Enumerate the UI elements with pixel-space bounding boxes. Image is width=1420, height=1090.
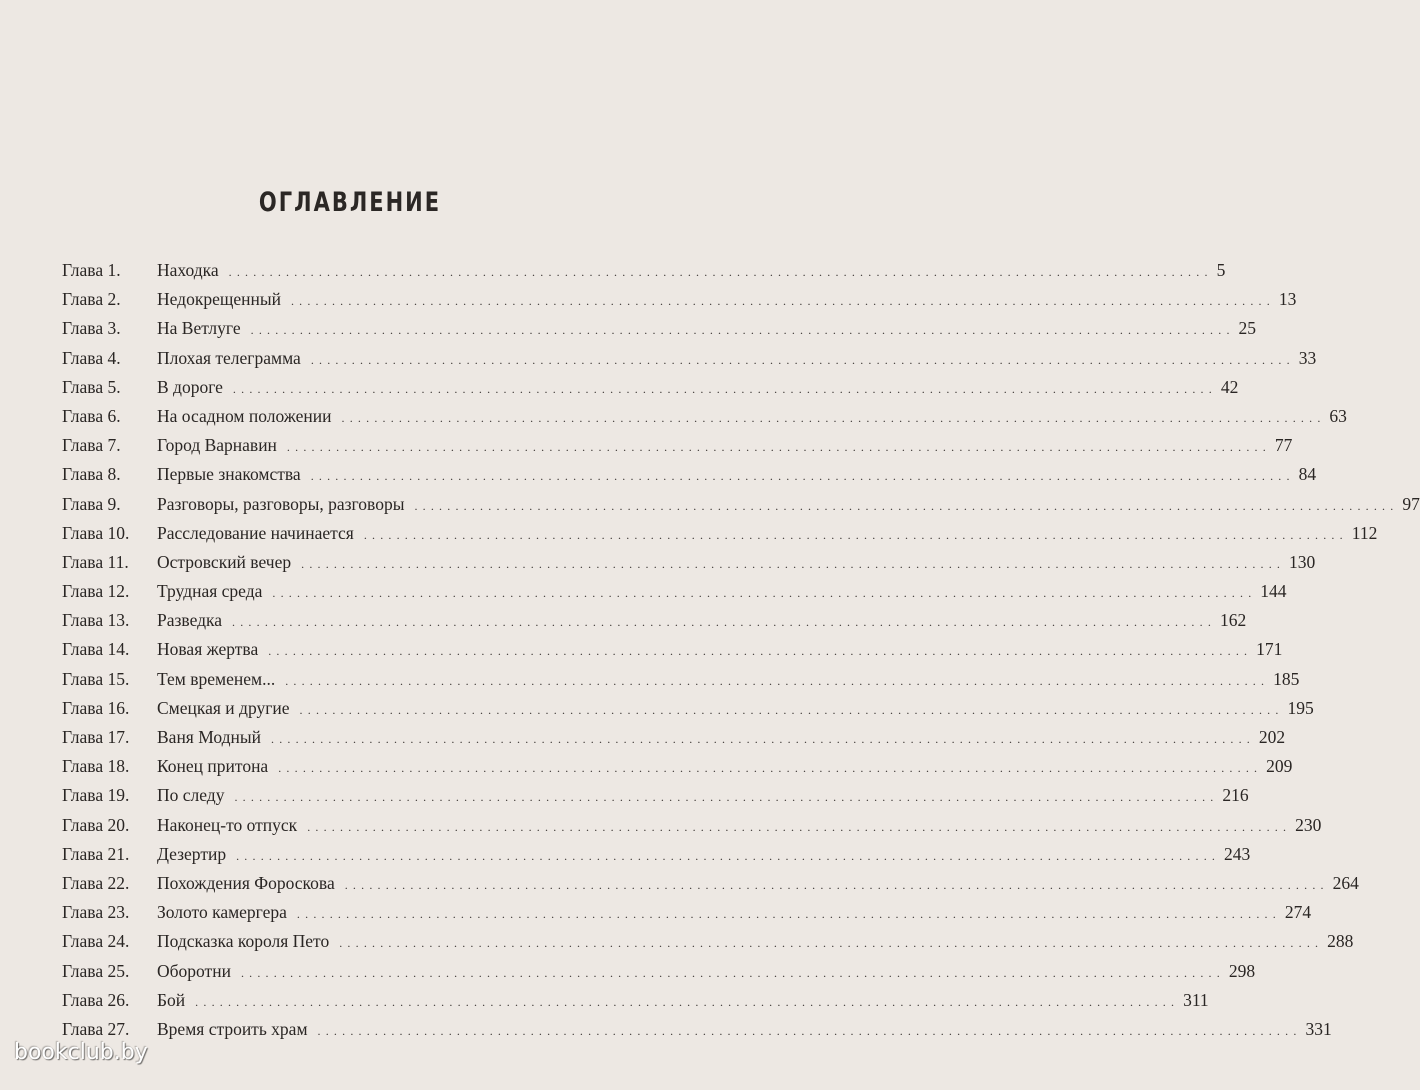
page-number: 311 (1183, 989, 1209, 1010)
dot-leader: . . . . . . . . . . . . . . . . . . . . . . . . . . . . . . . . . . . . . . . . . . . . . . . . . . . . . . . . . . . . . . . . . . . . . . . . . . . . . . . . . . . . . . . . . . . . . . . . . . . . . . . . . . . . . . . . . . . . . . . . (290, 294, 1271, 309)
chapter-title: Смецкая и другие (157, 697, 290, 718)
dot-leader: . . . . . . . . . . . . . . . . . . . . . . . . . . . . . . . . . . . . . . . . . . . . . . . . . . . . . . . . . . . . . . . . . . . . . . . . . . . . . . . . . . . . . . . . . . . . . . . . . . . . . . . . . . . . . . . . . . . . . . . . (268, 644, 1249, 659)
watermark: bookclub.by (14, 1040, 148, 1065)
toc-entry (62, 781, 1249, 810)
toc-entry (62, 927, 1354, 956)
toc-entry (62, 1015, 1332, 1044)
dot-leader: . . . . . . . . . . . . . . . . . . . . . . . . . . . . . . . . . . . . . . . . . . . . . . . . . . . . . . . . . . . . . . . . . . . . . . . . . . . . . . . . . . . . . . . . . . . . . . . . . . . . . . . . . . . . . . . . . . . . . . . . (234, 790, 1215, 805)
toc-entry (62, 577, 1287, 606)
page-number: 195 (1287, 697, 1314, 718)
chapter-title: Время строить храм (157, 1018, 308, 1039)
chapter-title: Дезертир (157, 843, 227, 864)
toc-entry (62, 490, 1420, 519)
chapter-title: Конец притона (157, 756, 269, 777)
chapter-number: Глава 6. (62, 405, 121, 426)
chapter-title: Золото камергера (157, 902, 287, 923)
dot-leader: . . . . . . . . . . . . . . . . . . . . . . . . . . . . . . . . . . . . . . . . . . . . . . . . . . . . . . . . . . . . . . . . . . . . . . . . . . . . . . . . . . . . . . . . . . . . . . . . . . . . . . . . . . . . . . . . . . . . . . . . (310, 352, 1291, 367)
toc-entry (62, 285, 1297, 314)
page-number: 216 (1222, 785, 1249, 806)
toc-entry (62, 694, 1314, 723)
toc-entry (62, 723, 1286, 752)
chapter-number: Глава 21. (62, 843, 130, 864)
chapter-number: Глава 11. (62, 551, 129, 572)
toc-entry (62, 431, 1293, 460)
dot-leader: . . . . . . . . . . . . . . . . . . . . . . . . . . . . . . . . . . . . . . . . . . . . . . . . . . . . . . . . . . . . . . . . . . . . . . . . . . . . . . . . . . . . . . . . . . . . . . . . . . . . . . . . . . . . . . . . . . . . . . . . (301, 556, 1282, 571)
dot-leader: . . . . . . . . . . . . . . . . . . . . . . . . . . . . . . . . . . . . . . . . . . . . . . . . . . . . . . . . . . . . . . . . . . . . . . . . . . . . . . . . . . . . . . . . . . . . . . . . . . . . . . . . . . . . . . . . . . . . . . . . (296, 907, 1277, 922)
chapter-number: Глава 17. (62, 727, 130, 747)
page-number: 230 (1295, 814, 1322, 835)
toc-entry (62, 606, 1247, 635)
page-number: 185 (1273, 668, 1300, 689)
chapter-title: Похождения Фороскова (157, 872, 335, 893)
page-number: 25 (1238, 318, 1257, 339)
chapter-title: В дороге (157, 376, 223, 397)
chapter-number: Глава 5. (62, 376, 121, 397)
dot-leader: . . . . . . . . . . . . . . . . . . . . . . . . . . . . . . . . . . . . . . . . . . . . . . . . . . . . . . . . . . . . . . . . . . . . . . . . . . . . . . . . . . . . . . . . . . . . . . . . . . . . . . . . . . . . . . . . . . . . . . . . (232, 615, 1212, 630)
page-number: 84 (1298, 464, 1317, 485)
chapter-number: Глава 8. (62, 464, 121, 485)
chapter-number: Глава 20. (62, 814, 130, 835)
chapter-title: Оборотни (157, 960, 231, 981)
chapter-number: Глава 16. (62, 697, 130, 718)
chapter-title: Первые знакомства (157, 464, 301, 485)
chapter-title: Подсказка короля Пето (157, 931, 330, 952)
chapter-number: Глава 4. (62, 347, 121, 368)
toc-entry (62, 986, 1209, 1015)
dot-leader: . . . . . . . . . . . . . . . . . . . . . . . . . . . . . . . . . . . . . . . . . . . . . . . . . . . . . . . . . . . . . . . . . . . . . . . . . . . . . . . . . . . . . . . . . . . . . . . . . . . . . . . . . . . . . . . . . . . . . . . . (232, 381, 1213, 396)
dot-leader: . . . . . . . . . . . . . . . . . . . . . . . . . . . . . . . . . . . . . . . . . . . . . . . . . . . . . . . . . . . . . . . . . . . . . . . . . . . . . . . . . . . . . . . . . . . . . . . . . . . . . . . . . . . . . . . . . . . . . . . . (307, 819, 1288, 834)
dot-leader: . . . . . . . . . . . . . . . . . . . . . . . . . . . . . . . . . . . . . . . . . . . . . . . . . . . . . . . . . . . . . . . . . . . . . . . . . . . . . . . . . . . . . . . . . . . . . . . . . . . . . . . . . . . . . . . . . . . . . . . . (236, 848, 1217, 863)
toc-entry (62, 869, 1359, 898)
chapter-title: Ваня Модный (157, 727, 261, 747)
chapter-number: Глава 13. (62, 610, 130, 631)
chapter-title: Тем временем... (157, 668, 276, 689)
chapter-number: Глава 3. (62, 318, 121, 339)
page-number: 33 (1298, 347, 1317, 368)
toc-entry (62, 548, 1316, 577)
dot-leader: . . . . . . . . . . . . . . . . . . . . . . . . . . . . . . . . . . . . . . . . . . . . . . . . . . . . . . . . . . . . . . . . . . . . . . . . . . . . . . . . . . . . . . . . . . . . . . . . . . . . . . . . . . . . . . . . . . . . . . . . (299, 702, 1280, 717)
chapter-number: Глава 2. (62, 289, 121, 310)
page-number: 13 (1278, 289, 1297, 310)
dot-leader: . . . . . . . . . . . . . . . . . . . . . . . . . . . . . . . . . . . . . . . . . . . . . . . . . . . . . . . . . . . . . . . . . . . . . . . . . . . . . . . . . . . . . . . . . . . . . . . . . . . . . . . . . . . . . . . . . . . . . . . . (240, 965, 1221, 980)
dot-leader: . . . . . . . . . . . . . . . . . . . . . . . . . . . . . . . . . . . . . . . . . . . . . . . . . . . . . . . . . . . . . . . . . . . . . . . . . . . . . . . . . . . . . . . . . . . . . . . . . . . . . . . . . . . . . . . . . . . . . . . . (272, 586, 1253, 601)
chapter-number: Глава 23. (62, 902, 130, 923)
chapter-number: Глава 15. (62, 668, 130, 689)
chapter-title: Город Варнавин (157, 435, 277, 456)
toc-entry (62, 898, 1312, 927)
chapter-number: Глава 10. (62, 522, 130, 543)
chapter-title: Находка (157, 260, 219, 280)
toc-entry (62, 840, 1251, 869)
chapter-number: Глава 9. (62, 493, 121, 514)
chapter-title: Бой (157, 989, 186, 1010)
page-number: 162 (1219, 610, 1247, 631)
chapter-title: Плохая телеграмма (157, 347, 301, 368)
chapter-title: Новая жертва (157, 639, 259, 660)
page-number: 298 (1228, 960, 1256, 981)
dot-leader: . . . . . . . . . . . . . . . . . . . . . . . . . . . . . . . . . . . . . . . . . . . . . . . . . . . . . . . . . . . . . . . . . . . . . . . . . . . . . . . . . . . . . . . . . . . . . . . . . . . . . . . . . . . . . . . . . . . . . . . . (317, 1023, 1298, 1038)
page-number: 171 (1256, 639, 1283, 660)
dot-leader: . . . . . . . . . . . . . . . . . . . . . . . . . . . . . . . . . . . . . . . . . . . . . . . . . . . . . . . . . . . . . . . . . . . . . . . . . . . . . . . . . . . . . . . . . . . . . . . . . . . . . . . . . . . . . . . . . . . . . . . . (285, 673, 1266, 688)
chapter-number: Глава 19. (62, 785, 130, 806)
page-number: 112 (1351, 522, 1378, 543)
toc-entry (62, 635, 1283, 664)
chapter-number: Глава 27. (62, 1018, 130, 1039)
chapter-title: Трудная среда (157, 581, 263, 602)
dot-leader: . . . . . . . . . . . . . . . . . . . . . . . . . . . . . . . . . . . . . . . . . . . . . . . . . . . . . . . . . . . . . . . . . . . . . . . . . . . . . . . . . . . . . . . . . . . . . . . . . . . . . . . . . . . . . . . . . . . . . . . . (363, 527, 1344, 542)
chapter-title: По следу (157, 785, 225, 806)
page-number: 288 (1327, 931, 1354, 952)
chapter-title: Наконец-то отпуск (157, 814, 298, 835)
page-number: 5 (1216, 260, 1226, 280)
chapter-number: Глава 26. (62, 989, 130, 1010)
chapter-title: На Ветлуге (157, 318, 241, 339)
page-number: 202 (1258, 727, 1286, 747)
chapter-number: Глава 1. (62, 260, 121, 280)
toc-entry (62, 344, 1317, 373)
page-number: 331 (1305, 1018, 1332, 1039)
dot-leader: . . . . . . . . . . . . . . . . . . . . . . . . . . . . . . . . . . . . . . . . . . . . . . . . . . . . . . . . . . . . . . . . . . . . . . . . . . . . . . . . . . . . . . . . . . . . . . . . . . . . . . . . . . . . . . . . . . . . . . . . (195, 994, 1176, 1009)
toc-entry (62, 957, 1256, 986)
chapter-number: Глава 25. (62, 960, 130, 981)
chapter-title: Расследование начинается (157, 522, 354, 543)
page-number: 130 (1289, 551, 1316, 572)
chapter-number: Глава 22. (62, 872, 130, 893)
page-number: 209 (1266, 756, 1293, 777)
page-number: 274 (1284, 902, 1312, 923)
toc-entry (62, 752, 1293, 781)
chapter-number: Глава 12. (62, 581, 130, 602)
toc-entry (62, 373, 1239, 402)
toc-entry (62, 402, 1347, 431)
toc-entry (62, 811, 1322, 840)
page-title: ОГЛАВЛЕНИЕ (258, 187, 442, 217)
toc-entry (62, 460, 1317, 489)
page-number: 63 (1329, 405, 1347, 426)
dot-leader: . . . . . . . . . . . . . . . . . . . . . . . . . . . . . . . . . . . . . . . . . . . . . . . . . . . . . . . . . . . . . . . . . . . . . . . . . . . . . . . . . . . . . . . . . . . . . . . . . . . . . . . . . . . . . . . . . . . . . . . . (250, 323, 1231, 338)
chapter-title: Разведка (157, 610, 223, 631)
toc-entry (62, 665, 1300, 694)
dot-leader: . . . . . . . . . . . . . . . . . . . . . . . . . . . . . . . . . . . . . . . . . . . . . . . . . . . . . . . . . . . . . . . . . . . . . . . . . . . . . . . . . . . . . . . . . . . . . . . . . . . . . . . . . . . . . . . . . . . . . . . . (414, 498, 1395, 513)
chapter-title: Островский вечер (157, 551, 292, 572)
page-number: 42 (1220, 376, 1239, 397)
page-number: 77 (1274, 435, 1293, 456)
page-number: 264 (1332, 872, 1359, 893)
chapter-number: Глава 14. (62, 639, 130, 660)
dot-leader: . . . . . . . . . . . . . . . . . . . . . . . . . . . . . . . . . . . . . . . . . . . . . . . . . . . . . . . . . . . . . . . . . . . . . . . . . . . . . . . . . . . . . . . . . . . . . . . . . . . . . . . . . . . . . . . . . . . . . . . . (341, 410, 1322, 425)
page-number: 144 (1260, 581, 1287, 602)
chapter-title: Разговоры, разговоры, разговоры (157, 493, 405, 514)
page-number: 97 (1402, 493, 1420, 514)
page-number: 243 (1224, 843, 1251, 864)
dot-leader: . . . . . . . . . . . . . . . . . . . . . . . . . . . . . . . . . . . . . . . . . . . . . . . . . . . . . . . . . . . . . . . . . . . . . . . . . . . . . . . . . . . . . . . . . . . . . . . . . . . . . . . . . . . . . . . . . . . . . . . . (310, 469, 1291, 484)
chapter-number: Глава 7. (62, 435, 121, 456)
dot-leader: . . . . . . . . . . . . . . . . . . . . . . . . . . . . . . . . . . . . . . . . . . . . . . . . . . . . . . . . . . . . . . . . . . . . . . . . . . . . . . . . . . . . . . . . . . . . . . . . . . . . . . . . . . . . . . . . . . . . . . . . (271, 732, 1251, 746)
dot-leader: . . . . . . . . . . . . . . . . . . . . . . . . . . . . . . . . . . . . . . . . . . . . . . . . . . . . . . . . . . . . . . . . . . . . . . . . . . . . . . . . . . . . . . . . . . . . . . . . . . . . . . . . . . . . . . . . . . . . . . . . (228, 265, 1209, 279)
dot-leader: . . . . . . . . . . . . . . . . . . . . . . . . . . . . . . . . . . . . . . . . . . . . . . . . . . . . . . . . . . . . . . . . . . . . . . . . . . . . . . . . . . . . . . . . . . . . . . . . . . . . . . . . . . . . . . . . . . . . . . . . (278, 761, 1259, 776)
toc-entry (62, 256, 1226, 285)
dot-leader: . . . . . . . . . . . . . . . . . . . . . . . . . . . . . . . . . . . . . . . . . . . . . . . . . . . . . . . . . . . . . . . . . . . . . . . . . . . . . . . . . . . . . . . . . . . . . . . . . . . . . . . . . . . . . . . . . . . . . . . . (344, 877, 1325, 892)
toc-entry (62, 519, 1378, 548)
chapter-title: Недокрещенный (157, 289, 281, 310)
dot-leader: . . . . . . . . . . . . . . . . . . . . . . . . . . . . . . . . . . . . . . . . . . . . . . . . . . . . . . . . . . . . . . . . . . . . . . . . . . . . . . . . . . . . . . . . . . . . . . . . . . . . . . . . . . . . . . . . . . . . . . . . (286, 440, 1267, 455)
toc-entry (62, 314, 1257, 343)
dot-leader: . . . . . . . . . . . . . . . . . . . . . . . . . . . . . . . . . . . . . . . . . . . . . . . . . . . . . . . . . . . . . . . . . . . . . . . . . . . . . . . . . . . . . . . . . . . . . . . . . . . . . . . . . . . . . . . . . . . . . . . . (339, 936, 1320, 951)
chapter-title: На осадном положении (157, 405, 332, 426)
chapter-number: Глава 18. (62, 756, 130, 777)
table-of-contents (62, 256, 1420, 1044)
chapter-number: Глава 24. (62, 931, 130, 952)
